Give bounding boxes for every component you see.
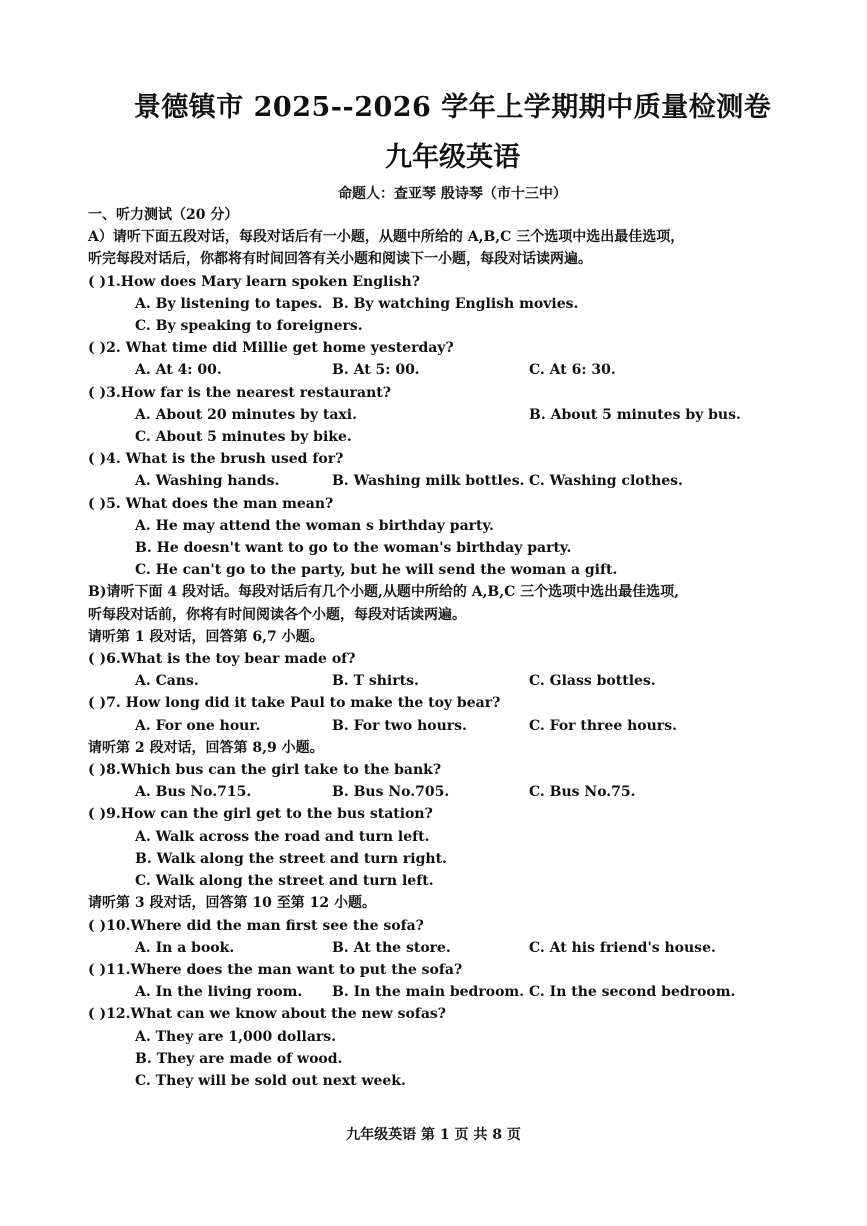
part-b-instruction: B)请听下面 4 段对话。每段对话后有几个小题,从题中所给的 A,B,C 三个选项中选出最佳选项, [88, 584, 680, 601]
question-6: ( )6.What is the toy bear made of? [88, 651, 356, 668]
dialog-3-instruction: 请听第 3 段对话，回答第 10 至第 12 小题。 [88, 895, 376, 912]
option-b: B. At 5: 00. [332, 362, 420, 379]
question-4-options [88, 470, 817, 492]
part-b-instruction-cont: 听每段对话前，你将有时间阅读各个小题，每段对话读两遍。 [88, 606, 466, 623]
question-11-options [88, 981, 817, 1003]
question-8-options [88, 781, 817, 803]
option-b: B. Washing milk bottles. [332, 473, 525, 490]
option-c: C. At his friend's house. [529, 939, 716, 956]
option-c: C. Bus No.75. [529, 784, 636, 801]
option-b: B. Walk along the street and turn right. [135, 850, 447, 867]
option-a: A. Cans. [135, 673, 199, 690]
question-7-options [88, 715, 817, 737]
option-a: A. Bus No.715. [135, 784, 252, 801]
option-c: C. Glass bottles. [529, 673, 656, 690]
option-a: A. Washing hands. [135, 473, 280, 490]
question-8: ( )8.Which bus can the girl take to the bank? [88, 762, 442, 779]
author-line: 命题人：查亚琴 殷诗琴（市十三中） [338, 186, 567, 202]
question-3-option-c-row [88, 426, 817, 448]
question-9: ( )9.How can the girl get to the bus station? [88, 806, 433, 823]
question-4: ( )4. What is the brush used for? [88, 451, 344, 468]
question-2: ( )2. What time did Millie get home yesterday? [88, 340, 454, 357]
option-a: A. In the living room. [135, 984, 303, 1001]
question-3-options [88, 404, 817, 426]
page-footer: 九年级英语 第 1 页 共 8 页 [346, 1127, 521, 1143]
option-a: A. In a book. [135, 939, 235, 956]
question-5: ( )5. What does the man mean? [88, 495, 334, 512]
option-c: C. By speaking to foreigners. [135, 318, 363, 335]
option-c: C. At 6: 30. [529, 362, 616, 379]
option-c: C. About 5 minutes by bike. [135, 429, 352, 446]
section-heading: 一、听力测试（20 分） [88, 207, 239, 223]
option-c: C. Walk along the street and turn left. [135, 873, 434, 890]
part-a-instruction-cont: 听完每段对话后，你都将有时间回答有关小题和阅读下一小题，每段对话读两遍。 [88, 251, 592, 268]
question-5-option-c-row [88, 559, 817, 581]
dialog-2-instruction: 请听第 2 段对话，回答第 8,9 小题。 [88, 739, 324, 756]
dialog-1-instruction: 请听第 1 段对话，回答第 6,7 小题。 [88, 628, 324, 645]
option-a: A. He may attend the woman s birthday party. [135, 517, 494, 534]
option-b: B. T shirts. [332, 673, 419, 690]
option-c: C. In the second bedroom. [529, 984, 736, 1001]
question-2-options [88, 359, 817, 381]
exam-subtitle: 九年级英语 [385, 142, 520, 173]
question-6-options [88, 670, 817, 692]
option-b: B. By watching English movies. [332, 295, 579, 312]
question-10: ( )10.Where did the man first see the sofa? [88, 917, 424, 934]
exam-title: 景德镇市 2025--2026 学年上学期期中质量检测卷 [133, 92, 772, 123]
option-c: C. Washing clothes. [529, 473, 683, 490]
question-9-option-c-row [88, 870, 817, 892]
option-a: A. For one hour. [135, 717, 261, 734]
question-12: ( )12.What can we know about the new sofas? [88, 1006, 446, 1023]
option-a: A. About 20 minutes by taxi. [135, 406, 357, 423]
option-b: B. They are made of wood. [135, 1050, 343, 1067]
question-12-option-b-row [88, 1048, 817, 1070]
option-b: B. For two hours. [332, 717, 467, 734]
question-11: ( )11.Where does the man want to put the sofa? [88, 961, 463, 978]
part-a-instruction: A）请听下面五段对话，每段对话后有一小题，从题中所给的 A,B,C 三个选项中选出最佳选项， [88, 229, 685, 246]
option-a: A. By listening to tapes. [135, 295, 323, 312]
option-b: B. In the main bedroom. [332, 984, 525, 1001]
question-5-option-a-row [88, 515, 817, 537]
question-5-option-b-row [88, 537, 817, 559]
question-7: ( )7. How long did it take Paul to make the toy bear? [88, 695, 501, 712]
option-a: A. They are 1,000 dollars. [135, 1028, 337, 1045]
question-1-options [88, 293, 817, 315]
option-c: C. They will be sold out next week. [135, 1072, 406, 1089]
option-c: C. He can't go to the party, but he will send the woman a gift. [135, 562, 618, 579]
option-b: B. About 5 minutes by bus. [529, 406, 741, 423]
option-b: B. Bus No.705. [332, 784, 450, 801]
question-1: ( )1.How does Mary learn spoken English? [88, 273, 420, 290]
option-c: C. For three hours. [529, 717, 677, 734]
question-12-option-c-row [88, 1070, 817, 1092]
question-12-option-a-row [88, 1026, 817, 1048]
question-3: ( )3.How far is the nearest restaurant? [88, 384, 391, 401]
option-b: B. At the store. [332, 939, 451, 956]
option-a: A. Walk across the road and turn left. [135, 828, 430, 845]
question-1-option-c-row [88, 315, 817, 337]
question-9-option-b-row [88, 848, 817, 870]
question-10-options [88, 937, 817, 959]
option-b: B. He doesn't want to go to the woman's birthday party. [135, 540, 572, 557]
option-a: A. At 4: 00. [135, 362, 222, 379]
question-9-option-a-row [88, 826, 817, 848]
